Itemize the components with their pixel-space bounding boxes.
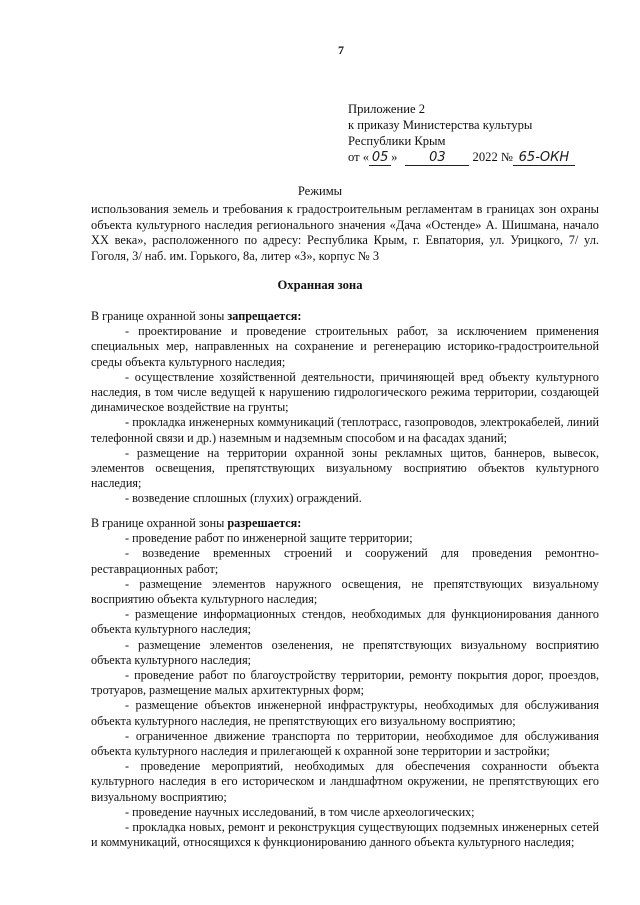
- prohibited-item: - размещение на территории охранной зоны рекламных щитов, баннеров, вывесок, элементов освещения, препятствующих визуальному восприятию объектов культурного наследия;: [91, 445, 599, 491]
- permitted-item: - возведение временных строений и сооружений для проведения ремонтно-реставрационных работ;: [91, 546, 599, 576]
- handwritten-order-number: 65-ОКН: [513, 151, 575, 166]
- permitted-lead-text: В границе охранной зоны: [91, 516, 228, 530]
- appendix-header: [348, 101, 598, 166]
- handwritten-month: 03: [405, 151, 469, 166]
- permitted-item: - размещение информационных стендов, необходимых для функционирования данного объекта культурного наследия;: [91, 607, 599, 637]
- prohibited-item: - возведение сплошных (глухих) ограждений.: [125, 491, 362, 506]
- prohibited-lead: [91, 309, 599, 324]
- date-prefix: от «: [348, 150, 370, 164]
- permitted-item: - ограниченное движение транспорта по территории, необходимое для обслуживания объекта культурного наследия и прилегающей к охранной зоне территории и застройки;: [91, 728, 599, 759]
- handwritten-day: 05: [369, 151, 391, 166]
- document-title: Режимы: [297, 184, 343, 198]
- permitted-item: - размещение элементов озеленения, не препятствующих визуальному восприятию объекта культурного наследия;: [91, 637, 599, 667]
- page-number: 7: [338, 43, 344, 57]
- permitted-item: - проведение мероприятий, необходимых для обеспечения сохранности объекта культурного наследия в его историческом и ландшафтном окружении, не препятствующих его визуальному восприятию;: [91, 759, 599, 804]
- permitted-item: - размещение объектов инженерной инфраструктуры, необходимых для обслуживания объекта культурного наследия, не препятствующих его визуальному восприятию;: [91, 698, 599, 728]
- document-intro: использования земель и требования к градостроительным регламентам в границах зон охраны объекта культурного наследия регионального значения «Дача «Остенде» А. Шишмана, начало XX века», расположенного по адресу: Республика Крым, г. Евпатория, ул. Урицкого, 7/ ул. Гоголя, 3/ наб. им. Горького, 8а, литер «З», корпус № 3: [91, 202, 599, 264]
- permitted-item: - проведение работ по инженерной защите территории;: [125, 531, 413, 546]
- appendix-date-line: [348, 149, 598, 166]
- permitted-item: - размещение элементов наружного освещения, не препятствующих визуальному восприятию объекта культурного наследия;: [91, 576, 599, 607]
- prohibited-item: - проектирование и проведение строительных работ, за исключением применения специальных мер, направленных на сохранение и регенерацию историко-градостроительной среды объекта культурного наследия;: [91, 324, 599, 369]
- prohibited-item: - осуществление хозяйственной деятельности, причиняющей вред объекту культурного наследия, в том числе ведущей к нарушению гидрологического режима территории, создающей динамическое воздействие на грунты;: [91, 369, 599, 415]
- permitted-lead: [91, 516, 599, 531]
- date-mid: »: [391, 150, 398, 164]
- permitted-item: - прокладка новых, ремонт и реконструкция существующих подземных инженерных сетей и коммуникаций, относящихся к функционированию данного объекта культурного наследия;: [91, 820, 599, 850]
- permitted-lead-bold: разрешается:: [227, 516, 302, 530]
- permitted-item: - проведение научных исследований, в том числе археологических;: [125, 804, 475, 819]
- date-year: 2022 №: [472, 150, 513, 164]
- appendix-title: Приложение 2: [348, 102, 426, 116]
- section-heading: Охранная зона: [277, 278, 363, 292]
- permitted-section: [91, 516, 599, 850]
- permitted-item: - проведение работ по благоустройству территории, ремонту покрытия дорог, проездов, тротуаров, размещение малых архитектурных форм;: [91, 668, 599, 698]
- prohibited-section: [91, 309, 599, 507]
- appendix-republic: Республики Крым: [348, 134, 446, 148]
- prohibited-lead-text: В границе охранной зоны: [91, 309, 228, 323]
- appendix-order-ref: к приказу Министерства культуры: [348, 118, 533, 132]
- prohibited-item: - прокладка инженерных коммуникаций (теплотрасс, газопроводов, электрокабелей, линий телефонной связи и др.) наземным и надземным способом и на фасадах зданий;: [91, 415, 599, 445]
- prohibited-lead-bold: запрещается:: [227, 309, 302, 323]
